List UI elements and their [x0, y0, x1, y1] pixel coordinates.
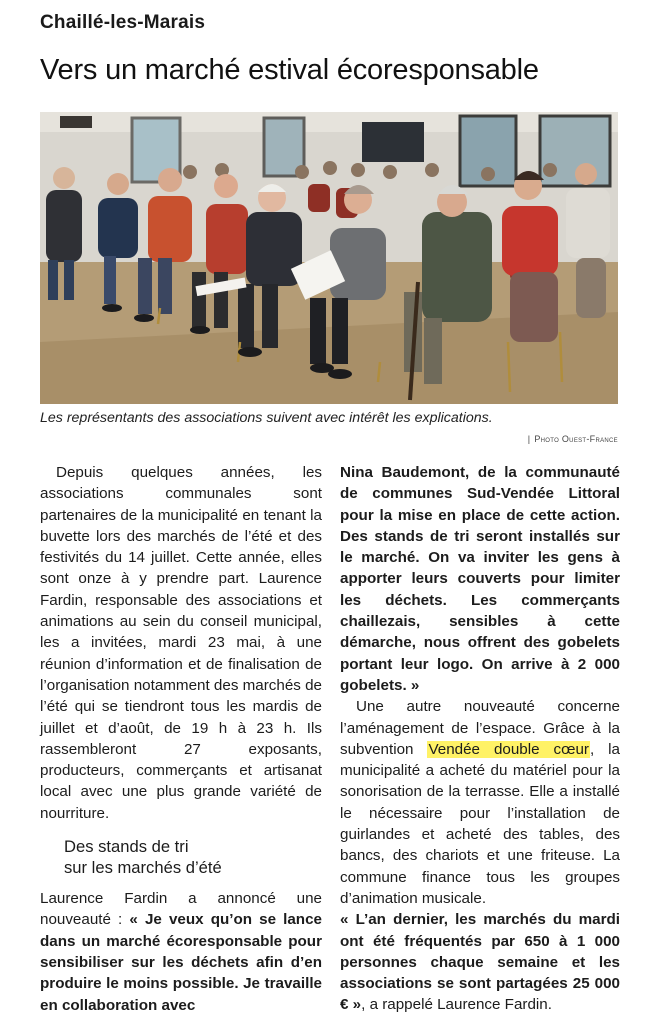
quote-text: Nina Baudemont, de la communauté de communes Sud-Vendée Littoral pour la mise en place de cette action. Des stands de tri seront installés sur le marché. On va inviter les gens à apporter leurs couverts pour limiter les déchets. Les commerçants chaillezais, sensibles à cette démarche, nous offrent des gobelets portant leur logo. On arrive à 2 000 gobelets. » [340, 464, 620, 694]
article-headline: Vers un marché estival écoresponsable [40, 54, 539, 86]
body-text: Laurence Fardin a annoncé une nouveauté : [40, 890, 322, 929]
body-paragraph [340, 696, 620, 909]
credit-text: Photo Ouest-France [534, 434, 618, 444]
body-text: , la municipalité a acheté du matériel pour la sonorisation de la terrasse. Elle a installé le nécessaire pour l’installation de guirlandes et acheté des tables, des bancs, des chariots et une friteuse. La commune finance tous les groupes d’animation musicale. [340, 740, 621, 907]
subhead-line: sur les marchés d’été [64, 858, 222, 878]
credit-separator: | [527, 434, 531, 444]
left-column [40, 462, 322, 1016]
photo-credit [528, 434, 618, 444]
photo-caption: Les représentants des associations suivent avec intérêt les explications. [40, 410, 493, 426]
right-column [340, 462, 620, 1016]
quote-text: « L’an dernier, les marchés du mardi ont été fréquentés par 650 à 1 000 personnes chaque semaine et les associations se sont partagées 25 000 € » [340, 911, 620, 1014]
body-text: Une autre nouveauté concerne l’aménagement de l’espace. Grâce à la subvention [340, 698, 620, 758]
body-text: , a rappelé Laurence Fardin. [361, 996, 552, 1014]
article-photo [40, 112, 618, 404]
quote-text: « Je veux qu’on se lance dans un marché écoresponsable pour sensibiliser sur les déchets afin d’en produire le moins possible. Je travaille en collaboration avec [40, 911, 322, 1014]
body-paragraph [340, 909, 620, 1015]
body-paragraph: Depuis quelques années, les associations communales sont partenaires de la municipalité en tenant la buvette lors des marchés de l’été et des festivités du 14 juillet. Cette année, elles sont onze à y prendre part. Laurence Fardin, responsable des associations et animations au sein du conseil municipal, les a invitées, mardi 23 mai, à une réunion d’information et de finalisation de l’organisation notamment des marchés de l’été qui se tiendront tous les mardis de juillet et d’août, de 19 h à 23 h. Ils rassembleront 27 exposants, producteurs, commerçants et artisanat local avec une plus grande variété de nourriture. [40, 464, 322, 822]
subhead-line: Des stands de tri [64, 837, 189, 857]
meeting-room-photo [40, 112, 618, 404]
highlighted-text: Vendée double cœur [428, 740, 589, 758]
article-kicker: Chaillé-les-Marais [40, 12, 206, 33]
section-subhead [64, 836, 322, 878]
body-paragraph [40, 888, 322, 1016]
